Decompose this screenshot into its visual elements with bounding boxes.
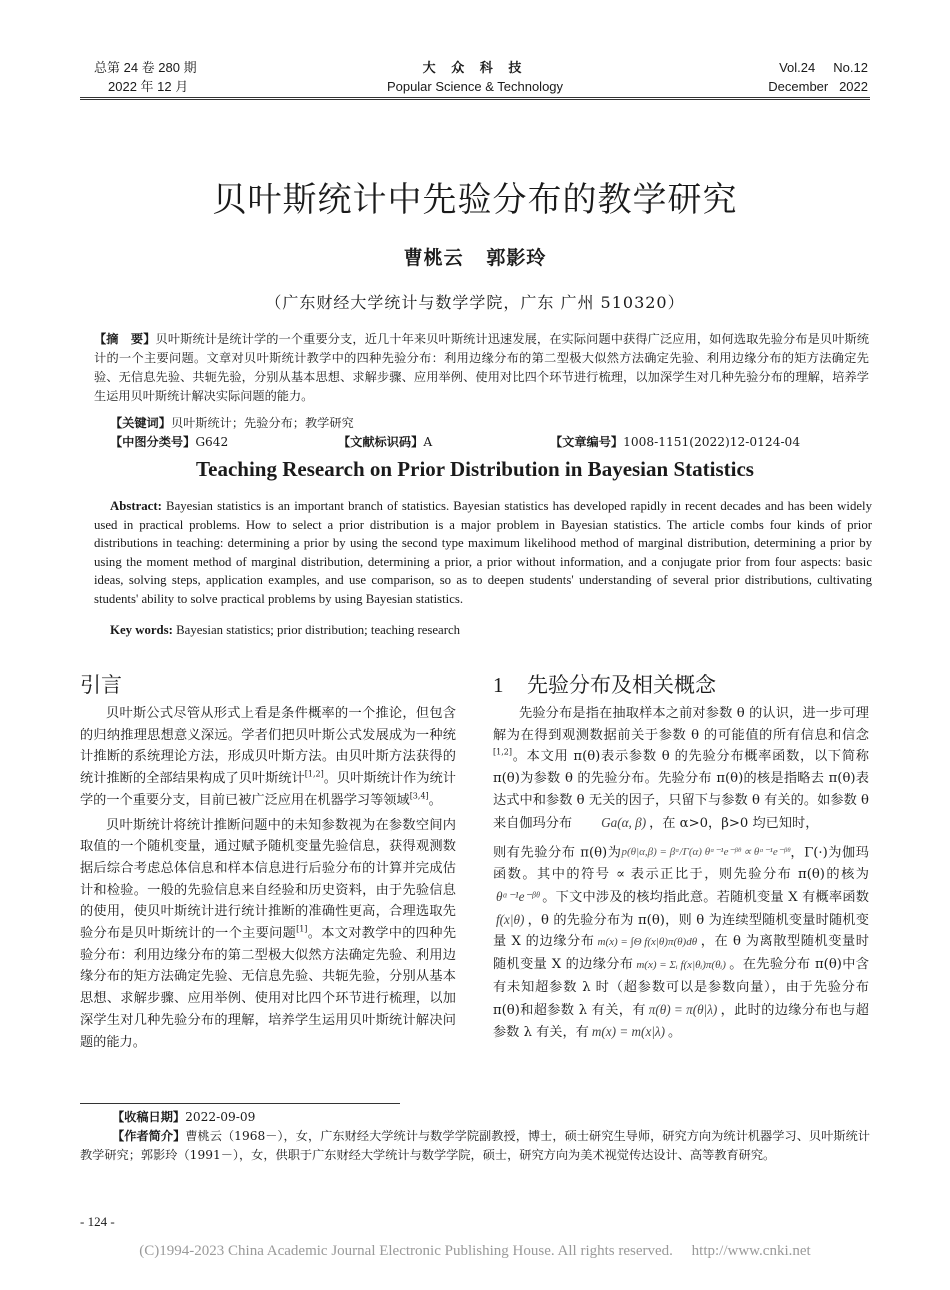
header-right [768, 58, 868, 96]
left-column [80, 703, 456, 1053]
gamma-dist-formula: Ga(α, β) [601, 814, 647, 830]
author-bio-label: 【作者简介】 [112, 1129, 186, 1143]
prior-hyper-formula: π(θ) = π(θ|λ) [648, 1001, 718, 1017]
header-date-cn: 2022 年 12 月 [108, 79, 189, 94]
s1-text-8: ，在 θ 为离散型随机变量时随机变量 X 的边缘分布 [493, 934, 869, 973]
copyright-watermark: (C)1994-2023 China Academic Journal Electronic Publishing House. All rights reserved. http://www.cnki.net [139, 1243, 811, 1259]
intro-p1-text-b: 。贝叶斯统计作为统计学的一个重要分支，目前已被广泛应用在机器学习等领域 [80, 771, 456, 808]
clc-value: G642 [195, 435, 229, 449]
intro-paragraph-2 [80, 815, 456, 1054]
s1-text-4: 则有先验分布 π(θ)为 [493, 845, 622, 861]
s1-text-1: 先验分布是指在抽取样本之前对参数 θ 的认识，进一步可理解为在得到观测数据前关于参数 θ 的可能值的所有信息和信念 [493, 706, 869, 743]
intro-p2-text-a: 贝叶斯统计将统计推断问题中的未知参数视为在参数空间内取值的一个随机变量，通过赋予随机变量先验信息，获得观测数据后综合考虑总体信息和样本信息进行后验分布的计算并完成估计和检验。一般的先验信息来自经验和历史资料，由于先验信息的使用，使贝叶斯统计进行统计推断的准确性更高，合理选取先验分布是贝叶斯统计的一个主要问题 [80, 817, 456, 942]
keywords-en [110, 621, 460, 639]
s1-text-2: 。本文用 π(θ)表示参数 θ 的先验分布概率函数，以下简称 π(θ)为参数 θ 的先验分布。先验分布 π(θ)的核是指略去 π(θ)表达式中和参数 θ 无关的因子，只留下与参数 θ 有关的。如参数 θ 来自伽玛分布 [493, 749, 869, 831]
clc-label: 【中图分类号】 [110, 435, 196, 449]
author-bio [80, 1127, 870, 1165]
section1-paragraph-2 [493, 842, 869, 1044]
s1-text-7: ，θ 的先验分布为 π(θ)，则 θ 为连续型随机变量时随机变量 X 的边缘分布 [493, 912, 869, 950]
authors: 曹桃云 郭影玲 [403, 247, 547, 269]
doc-label: 【文献标识码】 [338, 435, 424, 449]
abstract-cn [94, 330, 869, 406]
marginal-continuous-formula: m(x) = ∫Θ f(x|θ)π(θ)dθ [597, 936, 698, 949]
section1-title: 先验分布及相关概念 [527, 673, 716, 697]
s1-text-5: ，Γ(·)为伽玛函数。其中的符号 ∝ 表示正比于，则先验分布 π(θ)的核为 [493, 845, 869, 883]
header-rule [80, 97, 870, 100]
journal-name-en: Popular Science & Technology [386, 79, 564, 94]
paper-title-en: Teaching Research on Prior Distribution in Bayesian Statistics [196, 457, 754, 481]
prob-function-formula: f(x|θ) [496, 911, 525, 927]
abstract-en [94, 497, 872, 609]
article-number [550, 433, 800, 452]
intro-p2-text-b: 。本文对教学中的四种先验分布：利用边缘分布的第二型极大似然方法确定先验、利用边缘分布的矩方法确定先验、无信息先验、共轭先验，分别从基本思想、求解步骤、应用举例、使用对比四个环节进行梳理，以加深学生对几种先验分布的理解，培养学生运用贝叶斯统计解决问题的能力。 [80, 926, 457, 1050]
citation: [1,2] [493, 748, 512, 758]
received-date [80, 1108, 870, 1127]
intro-paragraph-1 [80, 703, 456, 812]
clc-code [110, 433, 228, 452]
received-value: 2022-09-09 [185, 1110, 256, 1124]
keywords-en-text: Bayesian statistics; prior distribution; teaching research [172, 623, 461, 637]
doc-code [338, 433, 432, 452]
footnote-rule [80, 1103, 400, 1104]
abstract-cn-label: 【摘 要】 [94, 332, 156, 346]
abstract-en-label: Abstract: [110, 499, 162, 513]
received-label: 【收稿日期】 [112, 1110, 186, 1124]
section1-heading [493, 669, 716, 699]
s1-text-6: 。下文中涉及的核均指此意。若随机变量 X 有概率函数 [541, 889, 869, 905]
header-volume: Vol.24 No.12 [779, 60, 868, 75]
keywords-en-label: Key words: [110, 623, 173, 637]
journal-name-cn: 大 众 科 技 [422, 60, 528, 75]
citation: [1] [296, 924, 308, 934]
intro-p1-text-a: 贝叶斯公式尽管从形式上看是条件概率的一个推论，但包含的归纳推理思想意义深远。学者们把贝叶斯公式发展成为一种统计推断的系统理论方法，形成贝叶斯方法。由贝叶斯方法获得的统计推断的全部结果构成了贝叶斯统计 [80, 706, 456, 787]
intro-heading: 引言 [80, 673, 122, 697]
keywords-cn-label: 【关键词】 [110, 416, 171, 430]
keywords-cn-text: 贝叶斯统计；先验分布；教学研究 [170, 416, 354, 430]
running-header [80, 58, 870, 98]
footnote [80, 1108, 870, 1165]
s1-text-9: 。在先验分布 π(θ)中含有未知超参数 λ 时（超参数可以是参数向量），由于先验分布 π(θ)和超参数 λ 有关，有 [493, 957, 869, 1018]
intro-p1-text-c: 。 [428, 792, 442, 808]
section1-paragraph [493, 703, 869, 834]
art-value: 1008-1151(2022)12-0124-04 [623, 435, 801, 449]
kernel-formula: θᵅ⁻¹e⁻ᵝᶿ [496, 888, 539, 904]
section1-number: 1 [493, 673, 504, 697]
s1-text-10: ，此时的边缘分布也与超参数 λ 有关，有 [493, 1002, 869, 1041]
affiliation: （广东财经大学统计与数学学院，广东 广州 510320） [265, 293, 685, 312]
header-center [80, 58, 870, 96]
marginal-hyper-formula: m(x) = m(x|λ) [591, 1024, 666, 1040]
s1-text-3: ，在 α>0，β>0 均已知时， [649, 815, 819, 831]
s1-text-11: 。 [668, 1025, 682, 1041]
right-column [493, 703, 869, 1044]
paper-title: 贝叶斯统计中先验分布的教学研究 [212, 180, 738, 220]
abstract-cn-text: 贝叶斯统计是统计学的一个重要分支，近几十年来贝叶斯统计迅速发展，在实际问题中获得广泛应用，如何选取先验分布是贝叶斯统计的一个主要问题。文章对贝叶斯统计教学中的四种先验分布：利用边缘分布的第二型极大似然方法确定先验、利用边缘分布的矩方法确定先验、无信息先验、共轭先验，分别从基本思想、求解步骤、应用举例、使用对比四个环节进行梳理，以加深学生对几种先验分布的理解，培养学生运用贝叶斯统计解决实际问题的能力。 [94, 332, 870, 403]
header-issue: 总第 24 卷 280 期 [94, 60, 197, 75]
keywords-cn [110, 414, 354, 433]
author-bio-text: 曹桃云（1968－），女，广东财经大学统计与数学学院副教授，博士，硕士研究生导师，研究方向为统计机器学习、贝叶斯统计教学研究；郭影玲（1991－），女，供职于广东财经大学统计与数学学院，硕士，研究方向为美术视觉传达设计、高等教育研究。 [80, 1129, 870, 1162]
header-date-en: December 2022 [768, 79, 868, 94]
abstract-en-text: Bayesian statistics is an important branch of statistics. Bayesian statistics has developed rapidly in recent decades and has been widely used in practical problems. How to select a prior distribution is a major problem in Bayesian statistics. The article combs four kinds of prior distributions in teaching: determining a prior by using the second type maximum likelihood method of marginal distribution, determining a prior by using the moment method of marginal distribution, determining a prior, a prior without information, and a conjugate prior from four aspects: basic ideas, solving steps, application examples, and use comparison, so as to deepen students' understanding of several prior distributions, cultivating students' ability to solve practical problems by using Bayesian statistics. [94, 499, 872, 606]
marginal-discrete-formula: m(x) = Σᵢ f(x|θᵢ)π(θᵢ) [636, 959, 726, 972]
art-label: 【文章编号】 [550, 435, 624, 449]
citation: [1,2] [304, 769, 324, 779]
citation: [3,4] [409, 791, 429, 801]
prior-density-formula: p(θ|α,β) = βᵅ/Γ(α) θᵅ⁻¹e⁻ᵝᶿ ∝ θᵅ⁻¹e⁻ᵝᶿ [621, 846, 790, 859]
page-number: - 124 - [80, 1214, 115, 1229]
doc-value: A [423, 435, 433, 449]
